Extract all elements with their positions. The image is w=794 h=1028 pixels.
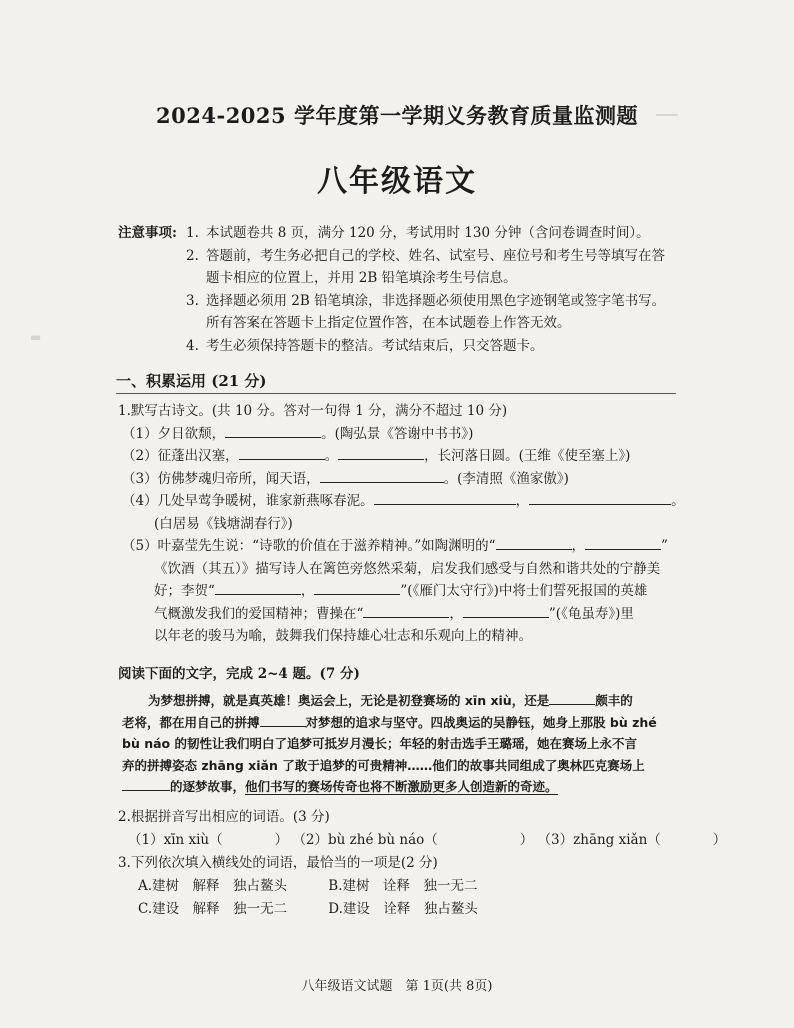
section-heading: 一、积累运用 (21 分)	[116, 372, 267, 390]
answer-blank	[463, 603, 549, 618]
poem-item-5-text: 《饮酒（其五）》描写诗人在篱笆旁悠然采菊，启发我们感受与自然和谐共处的宁静美	[154, 560, 661, 577]
note-item: 1. 本试题卷共 8 页，满分 120 分，考试用时 130 分钟（含问卷调查时间）。	[186, 225, 650, 241]
poem-item-2: （2）征蓬出汉塞， 。 ，长河落日圆。(王维《使至塞上》)	[118, 445, 708, 468]
answer-blank	[122, 776, 170, 791]
answer-blank	[374, 490, 516, 505]
section-divider	[116, 393, 676, 394]
underlined-sentence: 他们书写的赛场传奇也将不断激励更多人创造新的奇迹。	[245, 779, 558, 794]
answer-blank	[549, 690, 595, 705]
reading-passage: 为梦想拼搏，就是真英雄！奥运会上，无论是初登赛场的 xīn xiù，还是 颇丰的 老将，都在用自己的拼搏 对梦想的追求与坚守。四战奥运的吴静钰，她身上那股 bù zhé bù náo 的韧性让我们明白了追梦可抵岁月漫长；年轻的射击选手王璐瑶，她在赛场上永不言 弃的拼搏姿态 zhāng xiǎn 了敢于追梦的可贵精神……他们的故事共同组成了奥林匹克赛场上 的逐梦故事，他们书写的赛场传奇也将不断激励更多人创造新的奇迹。	[122, 690, 694, 798]
exam-title: 2024-2025 学年度第一学期义务教育质量监测题	[156, 103, 638, 128]
answer-blank	[314, 580, 400, 595]
poem-item-5-text: 以年老的骏马为喻，鼓舞我们保持雄心壮志和乐观向上的精神。	[154, 628, 532, 644]
note-item: 2. 答题前，考生务必把自己的学校、姓名、试室号、座位号和考生号等填写在答 题卡相应的位置上，并用 2B 铅笔填涂考生号信息。	[186, 247, 665, 286]
answer-blank	[338, 445, 424, 460]
question-3-stem: 3.下列依次填入横线处的词语，最恰当的一项是(2 分)	[118, 855, 438, 871]
bleed-through-marks: ━━━	[656, 108, 678, 122]
reading-intro: 阅读下面的文字，完成 2~4 题。(7 分)	[118, 666, 360, 682]
question-stem: 1.默写古诗文。(共 10 分。答对一句得 1 分，满分不超过 10 分)	[118, 403, 508, 419]
answer-blank	[585, 535, 661, 550]
note-item: 3. 选择题必须用 2B 铅笔填涂，非选择题必须使用黑色字迹钢笔或签字笔书写。 所有答案在答题卡上指定位置作答，在本试题卷上作答无效。	[186, 292, 666, 331]
poem-item-4: （4）几处早莺争暖树，谁家新燕啄春泥。 ， 。	[118, 490, 708, 513]
poem-item-5-text: 好；李贺“ ， ”(《雁门太守行》)中将士们誓死报国的英雄	[118, 580, 708, 603]
option-c: C.建设 解释 独一无二	[138, 901, 288, 917]
option-b: B.建树 诠释 独一无二	[328, 878, 478, 894]
poem-item-5: （5）叶嘉莹先生说：“诗歌的价值在于滋养精神。”如陶渊明的“ ， ”	[118, 535, 708, 558]
option-a: A.建树 解释 独占鳌头	[138, 878, 288, 894]
answer-blank	[215, 580, 301, 595]
answer-blank	[529, 490, 671, 505]
answer-blank	[239, 445, 325, 460]
page-footer: 八年级语文试题 第 1页(共 8页)	[301, 979, 493, 994]
question-1	[118, 400, 708, 648]
answer-blank	[496, 535, 572, 550]
questions-2-3	[118, 806, 727, 921]
poem-item-3: （3）仿佛梦魂归帝所，闻天语， 。(李清照《渔家傲》)	[118, 468, 708, 491]
answer-blank	[225, 423, 321, 438]
answer-blank	[363, 603, 449, 618]
subject-title: 八年级语文	[317, 164, 477, 199]
poem-item-1: （1）夕日欲颓， 。(陶弘景《答谢中书书》)	[118, 423, 708, 446]
answer-blank	[260, 712, 306, 727]
question-2-stem: 2.根据拼音写出相应的词语。(3 分)	[118, 809, 330, 825]
option-d: D.建设 诠释 独占鳌头	[328, 901, 478, 917]
answer-blank	[320, 468, 444, 483]
poem-item-5-text: 气概激发我们的爱国精神；曹操在“ ， ”(《龟虽寿》)里	[118, 603, 708, 626]
question-2-items: （1）xīn xiù（ ） （2）bù zhé bù náo（ ） （3）zhāng xiǎn（ ）	[128, 832, 727, 848]
notes-section	[118, 222, 718, 357]
notes-label: 注意事项:	[118, 225, 177, 241]
bleed-through-marks: ▬	[30, 330, 42, 344]
note-item: 4. 考生必须保持答题卡的整洁。考试结束后，只交答题卡。	[186, 337, 544, 354]
poem-item-4-source: (白居易《钱塘湖春行》)	[154, 515, 293, 532]
